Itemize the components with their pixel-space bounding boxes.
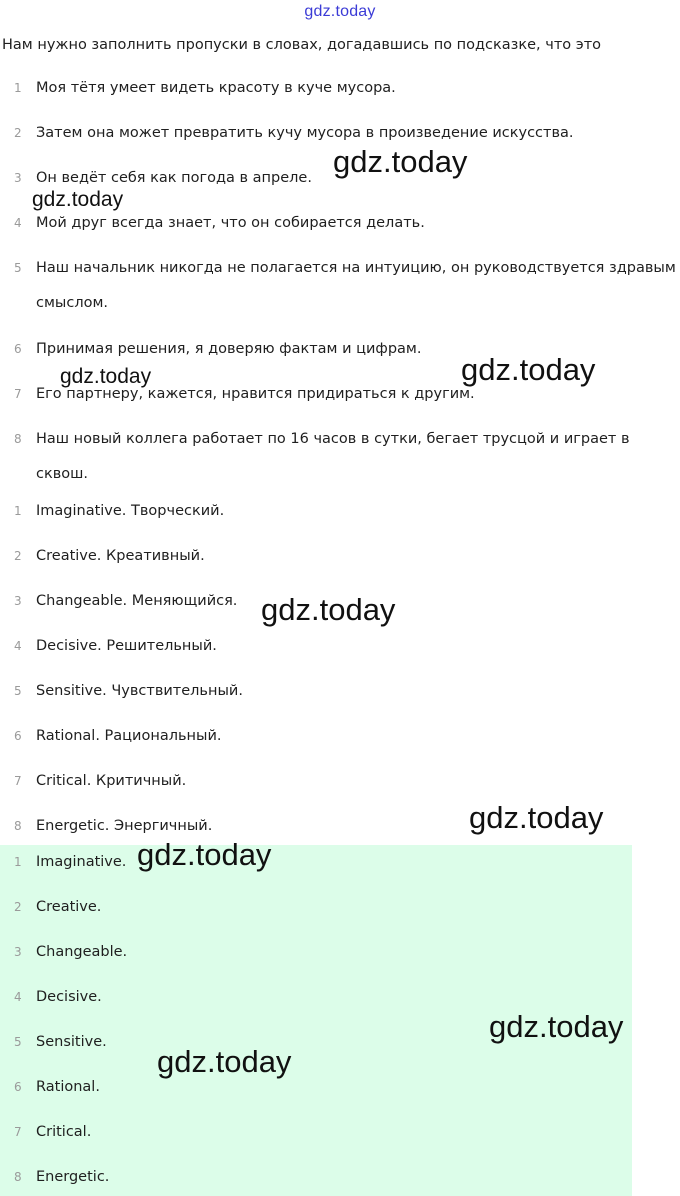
list-item <box>0 377 680 412</box>
answer-item <box>0 845 680 880</box>
answer-item <box>0 890 680 925</box>
translation-text: Sensitive. Чувствительный. <box>36 683 243 699</box>
answer-text: Creative. <box>36 899 102 915</box>
answer-item <box>0 935 680 970</box>
item-number: 1 <box>14 81 22 95</box>
list-item <box>0 206 680 241</box>
item-number: 5 <box>14 261 22 275</box>
item-number: 2 <box>14 900 22 914</box>
item-number: 2 <box>14 126 22 140</box>
watermark: gdz.today <box>32 188 124 211</box>
item-number: 7 <box>14 774 22 788</box>
list-item <box>0 809 680 844</box>
answer-text: Imaginative. <box>36 854 127 870</box>
list-item <box>0 719 680 754</box>
translation-text: Imaginative. Творческий. <box>36 503 225 519</box>
answer-item <box>0 1115 680 1150</box>
sentence-text: Его партнеру, кажется, нравится придираться к другим. <box>36 386 475 402</box>
item-number: 3 <box>14 945 22 959</box>
answer-item <box>0 980 680 1015</box>
list-item <box>0 584 680 619</box>
list-item <box>0 764 680 799</box>
sentence-text: Мой друг всегда знает, что он собирается делать. <box>36 215 425 231</box>
answer-item <box>0 1070 680 1105</box>
answer-text: Changeable. <box>36 944 128 960</box>
watermark: gdz.today <box>469 800 604 835</box>
item-number: 2 <box>14 549 22 563</box>
site-logo[interactable]: gdz.today <box>304 3 376 20</box>
translation-text: Critical. Критичный. <box>36 773 187 789</box>
sentence-text: Он ведёт себя как погода в апреле. <box>36 170 312 186</box>
translation-text: Changeable. Меняющийся. <box>36 593 238 609</box>
list-item <box>0 422 680 492</box>
item-number: 4 <box>14 639 22 653</box>
list-item <box>0 161 680 196</box>
list-item <box>0 116 680 151</box>
item-number: 8 <box>14 1170 22 1184</box>
translation-text: Rational. Рациональный. <box>36 728 222 744</box>
watermark: gdz.today <box>489 1009 624 1044</box>
watermark: gdz.today <box>137 837 272 872</box>
list-item <box>0 251 680 321</box>
item-number: 4 <box>14 990 22 1004</box>
sentence-text: Принимая решения, я доверяю фактам и цифрам. <box>36 341 422 357</box>
item-number: 7 <box>14 387 22 401</box>
list-item <box>0 332 680 367</box>
answer-text: Energetic. <box>36 1169 110 1185</box>
watermark: gdz.today <box>60 365 152 388</box>
translation-text: Energetic. Энергичный. <box>36 818 213 834</box>
answer-item <box>0 1160 680 1195</box>
sentence-text: Моя тётя умеет видеть красоту в куче мусора. <box>36 80 396 96</box>
list-item <box>0 494 680 529</box>
item-number: 3 <box>14 594 22 608</box>
answer-text: Critical. <box>36 1124 92 1140</box>
item-number: 6 <box>14 342 22 356</box>
item-number: 1 <box>14 504 22 518</box>
translation-text: Creative. Креативный. <box>36 548 205 564</box>
item-number: 3 <box>14 171 22 185</box>
item-number: 4 <box>14 216 22 230</box>
item-number: 1 <box>14 855 22 869</box>
list-item <box>0 71 680 106</box>
item-number: 8 <box>14 819 22 833</box>
item-number: 6 <box>14 729 22 743</box>
item-number: 7 <box>14 1125 22 1139</box>
item-number: 6 <box>14 1080 22 1094</box>
sentence-text: Затем она может превратить кучу мусора в произведение искусства. <box>36 125 574 141</box>
answer-item <box>0 1025 680 1060</box>
translation-text: Decisive. Решительный. <box>36 638 217 654</box>
watermark: gdz.today <box>461 352 596 387</box>
list-item <box>0 674 680 709</box>
answer-text: Decisive. <box>36 989 102 1005</box>
item-number: 8 <box>14 432 22 446</box>
answer-text: Sensitive. <box>36 1034 107 1050</box>
sentence-text: Наш начальник никогда не полагается на интуицию, он руководствуется здравым смыслом. <box>36 260 676 311</box>
watermark: gdz.today <box>261 592 396 627</box>
sentence-text: Наш новый коллега работает по 16 часов в сутки, бегает трусцой и играет в сквош. <box>36 431 630 482</box>
task-intro: Нам нужно заполнить пропуски в словах, догадавшись по подсказке, что это <box>2 37 602 53</box>
list-item <box>0 629 680 664</box>
answer-text: Rational. <box>36 1079 100 1095</box>
item-number: 5 <box>14 684 22 698</box>
item-number: 5 <box>14 1035 22 1049</box>
list-item <box>0 539 680 574</box>
watermark: gdz.today <box>333 144 468 179</box>
watermark: gdz.today <box>157 1044 292 1079</box>
